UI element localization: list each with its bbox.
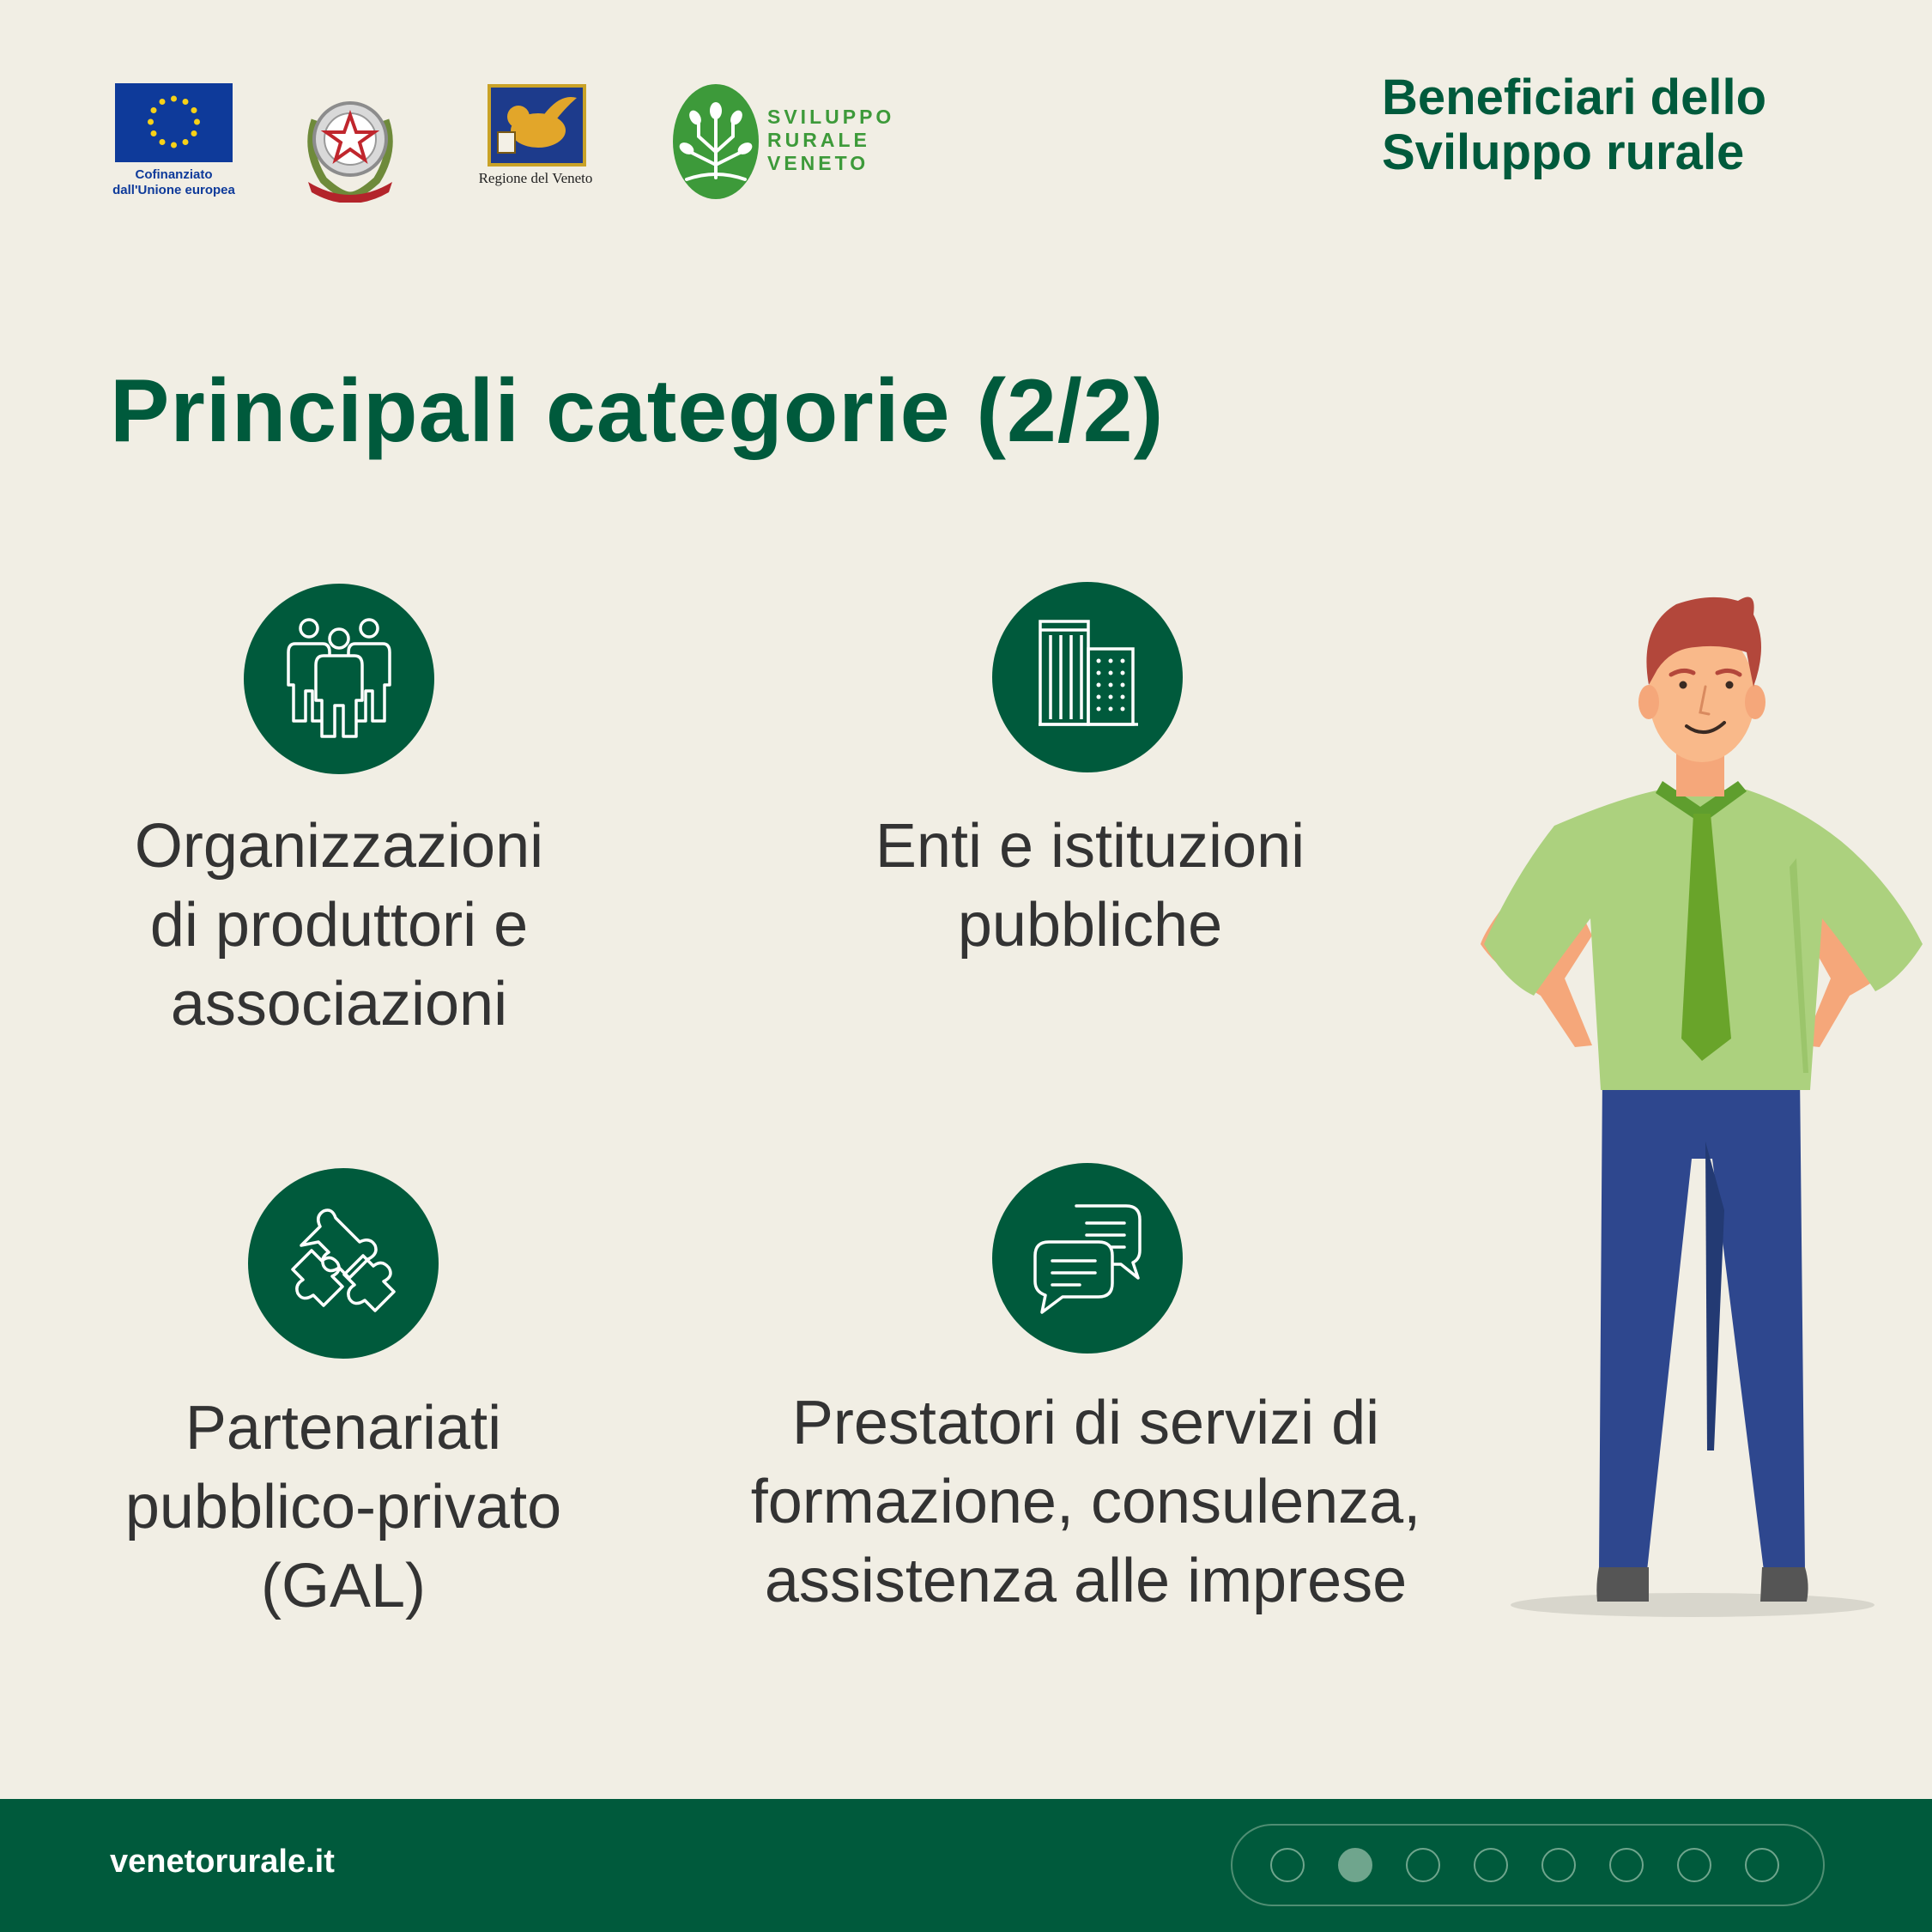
srv-line1: SVILUPPO <box>767 106 895 128</box>
pager-dot-5[interactable] <box>1541 1848 1576 1882</box>
eu-caption-line1: Cofinanziato <box>135 167 213 182</box>
veneto-caption: Regione del Veneto <box>478 170 593 186</box>
category-4-line3: assistenza alle imprese <box>764 1547 1408 1615</box>
category-1-line1: Organizzazioni <box>134 812 544 881</box>
eu-caption-line2: dall'Unione europea <box>112 183 235 197</box>
pager-dot-7[interactable] <box>1677 1848 1711 1882</box>
sviluppo-rurale-veneto-logo <box>671 83 903 203</box>
category-4-line1: Prestatori di servizi di <box>791 1389 1380 1457</box>
pager-dot-6[interactable] <box>1609 1848 1644 1882</box>
category-4-line2: formazione, consulenza, <box>750 1468 1421 1536</box>
people-group-icon <box>244 584 434 774</box>
category-1-icon-circle <box>244 584 434 774</box>
buildings-icon <box>992 582 1183 772</box>
srv-logo-text <box>767 106 894 175</box>
regione-veneto-logo <box>460 84 611 187</box>
category-2-line1: Enti e istituzioni <box>875 812 1305 881</box>
header-title-line2: Sviluppo rurale <box>1382 124 1745 180</box>
pager-dot-2[interactable] <box>1338 1848 1372 1882</box>
lion-of-saint-mark-icon <box>488 84 586 167</box>
srv-line3: VENETO <box>767 152 869 174</box>
eu-flag-icon <box>115 83 233 162</box>
person-illustration <box>1481 592 1927 1622</box>
pager-dot-8[interactable] <box>1745 1848 1779 1882</box>
category-4-icon-circle <box>992 1163 1183 1354</box>
category-1-line2: di produttori e <box>149 891 529 960</box>
srv-line2: RURALE <box>767 129 870 151</box>
italy-emblem-icon <box>298 86 403 203</box>
category-2-icon-circle <box>992 582 1183 772</box>
category-2-line2: pubbliche <box>957 891 1223 960</box>
page-title: Principali categorie (2/2) <box>110 361 1165 461</box>
category-1-label <box>51 807 627 1044</box>
category-2-label <box>704 807 1476 965</box>
category-3-line3: (GAL) <box>260 1552 427 1620</box>
pager-dot-4[interactable] <box>1474 1848 1508 1882</box>
category-3-icon-circle <box>248 1168 439 1359</box>
tree-icon <box>671 83 760 203</box>
header-title-line1: Beneficiari dello <box>1382 70 1767 125</box>
pager-dot-1[interactable] <box>1270 1848 1305 1882</box>
footer-website-link[interactable]: venetorurale.it <box>110 1844 335 1880</box>
eu-logo <box>107 83 240 198</box>
category-1-line3: associazioni <box>170 970 508 1039</box>
pager-dot-3[interactable] <box>1406 1848 1440 1882</box>
chat-bubbles-icon <box>992 1163 1183 1354</box>
category-4-label <box>687 1384 1485 1620</box>
pagination-indicator <box>1231 1824 1825 1906</box>
eu-caption <box>107 167 240 198</box>
header-title <box>1382 70 1897 180</box>
category-3-label <box>51 1389 635 1626</box>
category-3-line1: Partenariati <box>185 1394 502 1463</box>
category-3-line2: pubblico-privato <box>124 1473 562 1541</box>
puzzle-icon <box>248 1168 439 1359</box>
